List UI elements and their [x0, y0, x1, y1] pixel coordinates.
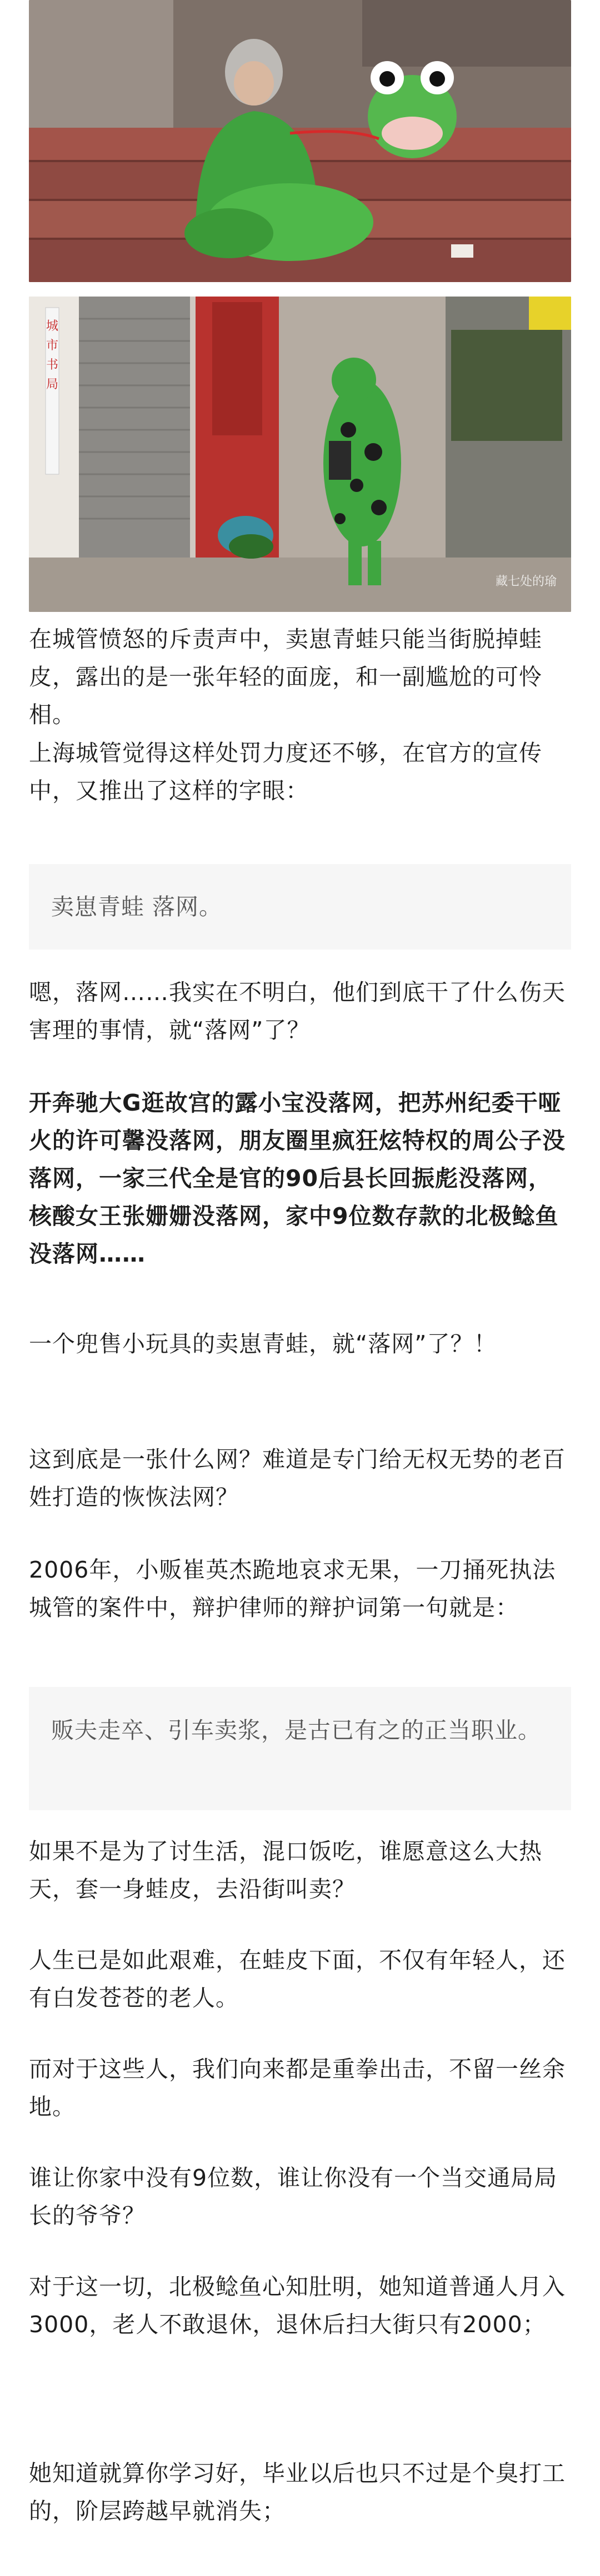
quote-text-2: 贩夫走卒、引车卖浆，是古已有之的正当职业。: [51, 1717, 541, 1744]
paragraph-4: 开奔驰大G逛故宫的露小宝没落网，把苏州纪委干哑火的许可馨没落网，朋友圈里疯狂炫特权的周公子没落网，一家三代全是官的90后县长回振彪没落网，核酸女王张姗姗没落网，家中9位数存款的北极鲶鱼没落网……: [29, 1089, 566, 1267]
photo-frog-costume-street: [29, 297, 571, 612]
paragraph-3: 嗯，落网……我实在不明白，他们到底干了什么伤天害理的事情，就“落网”了？: [29, 979, 566, 1043]
photo-frog-costume-elderly: [29, 0, 571, 282]
paragraph-11: 谁让你家中没有9位数，谁让你没有一个当交通局局长的爷爷？: [29, 2165, 558, 2229]
paragraph-12: 对于这一切，北极鲶鱼心知肚明，她知道普通人月入3000，老人不敢退休，退休后扫大街只有2000；: [29, 2273, 566, 2338]
paragraph-9: 人生已是如此艰难，在蛙皮下面，不仅有年轻人，还有白发苍苍的老人。: [29, 1947, 566, 2011]
paragraph-7: 2006年，小贩崔英杰跪地哀求无果，一刀捅死执法城管的案件中，辩护律师的辩护词第一句就是：: [29, 1556, 556, 1621]
photo-watermark: 藏七处的瑜: [496, 575, 557, 589]
paragraph-6: 这到底是一张什么网？难道是专门给无权无势的老百姓打造的恢恢法网？: [29, 1446, 566, 1510]
paragraph-10: 而对于这些人，我们向来都是重拳出击，不留一丝余地。: [29, 2056, 566, 2120]
paragraph-8: 如果不是为了讨生活，混口饭吃，谁愿意这么大热天，套一身蛙皮，去沿街叫卖？: [29, 1838, 542, 1902]
svg-text:书: 书: [46, 358, 59, 372]
svg-text:市: 市: [46, 339, 59, 353]
quote-block-1: [29, 864, 571, 950]
svg-text:城: 城: [46, 319, 59, 333]
quote-text-1: 卖崽青蛙 落网。: [51, 893, 223, 920]
svg-text:局: 局: [46, 378, 59, 391]
quote-block-2: [29, 1687, 571, 1810]
paragraph-5: 一个兜售小玩具的卖崽青蛙，就“落网”了？！: [29, 1330, 497, 1357]
paragraph-2: 上海城管觉得这样处罚力度还不够，在官方的宣传中，又推出了这样的字眼：: [29, 740, 542, 804]
paragraph-13: 她知道就算你学习好，毕业以后也只不过是个臭打工的，阶层跨越早就消失；: [29, 2460, 566, 2524]
paragraph-1: 在城管愤怒的斥责声中，卖崽青蛙只能当街脱掉蛙皮，露出的是一张年轻的面庞，和一副尴尬的可怜相。: [29, 626, 542, 728]
